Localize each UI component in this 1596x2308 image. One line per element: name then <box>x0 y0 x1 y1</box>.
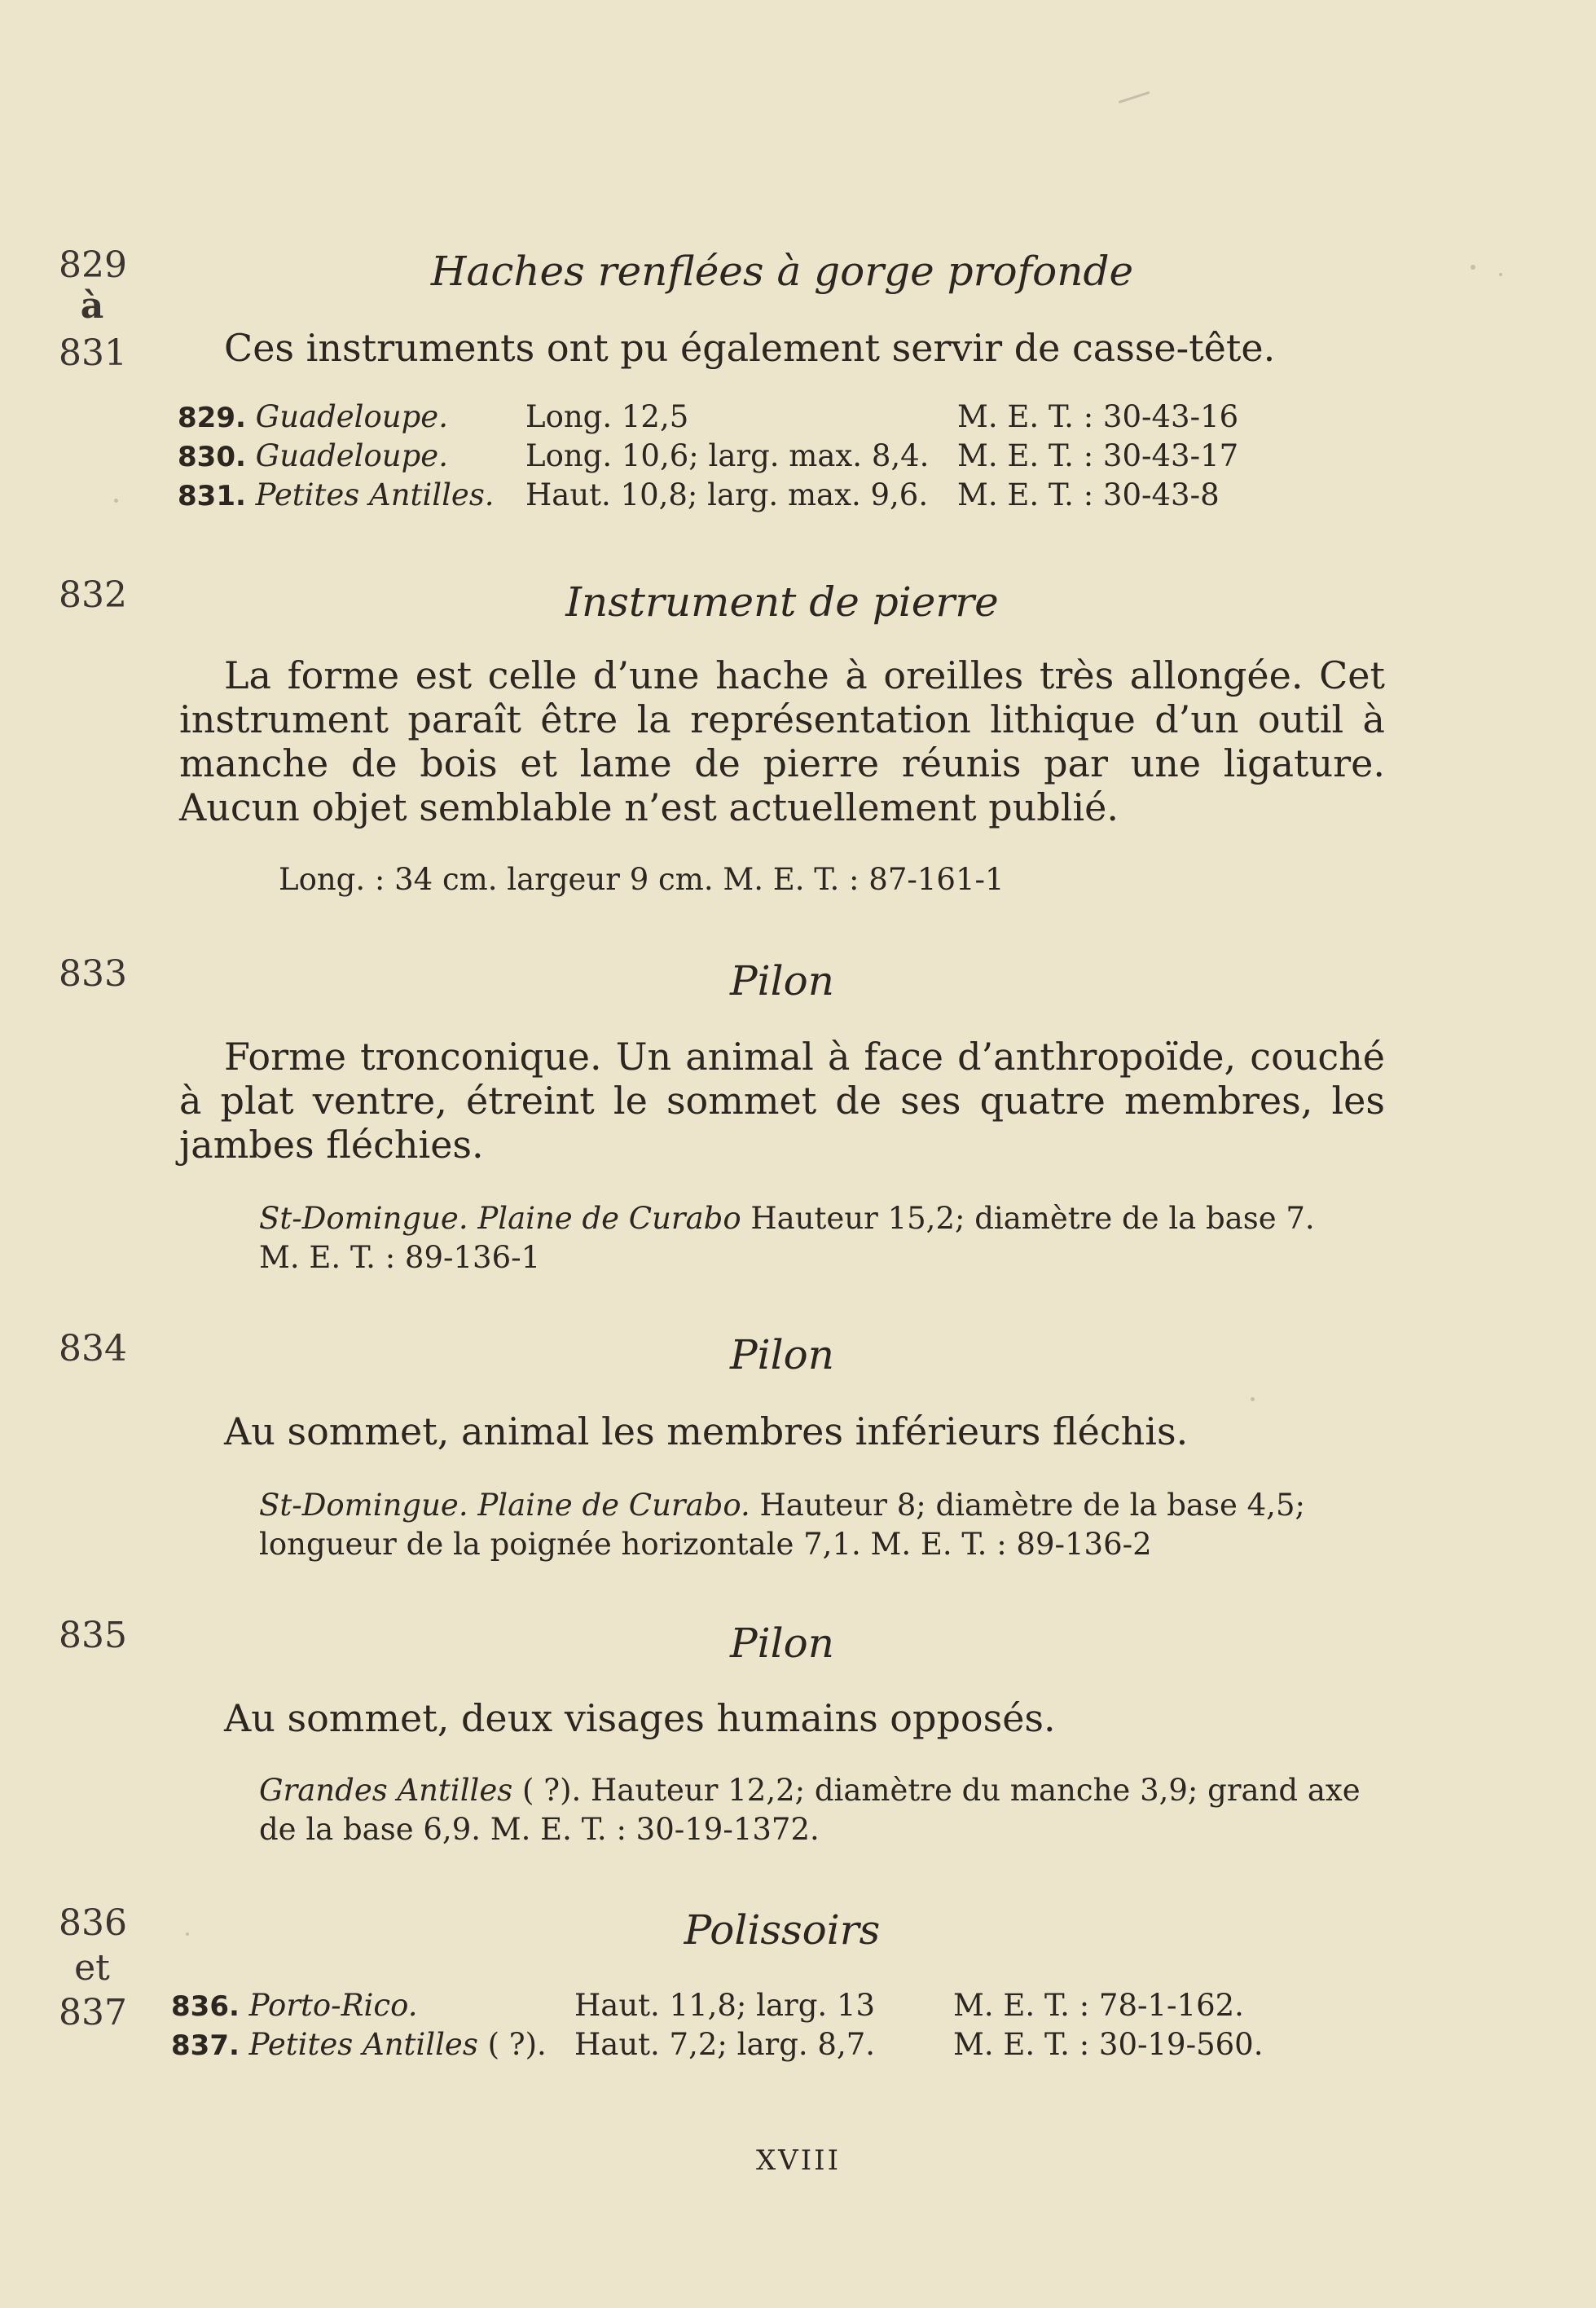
item-number: 837 <box>59 1992 127 2033</box>
section-heading: Pilon <box>730 1620 834 1667</box>
section-text: Forme tronconique. Un animal à face d’anthropoïde, couché à plat ventre, étreint le sommet de ses quatre membres, les jambes fléchies. <box>179 1035 1385 1167</box>
item-number: 829 <box>59 244 127 286</box>
entry-reference: M. E. T. : 30-43-8 <box>957 477 1220 512</box>
item-number: 834 <box>59 1328 127 1369</box>
paper-speck <box>186 1932 189 1936</box>
entry-reference: M. E. T. : 30-43-17 <box>957 438 1239 473</box>
note-place: St-Domingue. Plaine de Curabo <box>259 1201 741 1236</box>
section-note <box>259 1773 1361 1809</box>
entry-number: 837. <box>171 2029 240 2062</box>
section-heading: Polissoirs <box>684 1906 881 1954</box>
section-heading: Pilon <box>730 957 834 1005</box>
section-heading: Haches renflées à gorge profonde <box>430 248 1134 295</box>
section-note: Long. : 34 cm. largeur 9 cm. M. E. T. : 87-161-1 <box>279 862 1005 897</box>
note-continuation: de la base 6,9. M. E. T. : 30-19-1372. <box>259 1812 820 1847</box>
entry-qualifier: ( ?). <box>487 2027 547 2062</box>
note-place: St-Domingue. Plaine de Curabo. <box>259 1488 750 1523</box>
entry-dimensions: Haut. 11,8; larg. 13 <box>574 1988 876 2023</box>
item-number-connector: à <box>80 285 104 327</box>
paper-mark <box>1119 91 1150 103</box>
note-place: Grandes Antilles <box>259 1773 513 1808</box>
entry-number: 830. <box>178 441 246 473</box>
page-number: XVIII <box>755 2144 842 2177</box>
section-text: Au sommet, deux visages humains opposés. <box>224 1696 1056 1740</box>
entry-number: 829. <box>178 402 246 434</box>
catalog-entry <box>178 477 495 514</box>
note-continuation: M. E. T. : 89-136-1 <box>259 1240 541 1275</box>
catalog-entry <box>178 399 448 436</box>
section-heading: Pilon <box>730 1331 834 1378</box>
note-continuation: longueur de la poignée horizontale 7,1. M. E. T. : 89-136-2 <box>259 1527 1152 1562</box>
section-text: La forme est celle d’une hache à oreilles très allongée. Cet instrument paraît être la représentation lithique d’un outil à manche de bois et lame de pierre réunis par une ligature. Aucun objet semblable n’est actuellement publié. <box>179 653 1385 829</box>
section-text: Au sommet, animal les membres inférieurs fléchis. <box>224 1409 1189 1453</box>
section-intro: Ces instruments ont pu également servir de casse-tête. <box>224 326 1276 370</box>
entry-dimensions: Haut. 7,2; larg. 8,7. <box>574 2027 876 2062</box>
paper-speck <box>1251 1397 1255 1401</box>
item-number: 835 <box>59 1615 127 1656</box>
item-number: 832 <box>59 574 127 616</box>
section-note <box>259 1201 1315 1237</box>
entry-place: Guadeloupe. <box>255 438 448 473</box>
note-detail: ( ?). Hauteur 12,2; diamètre du manche 3,9; grand axe <box>522 1773 1361 1808</box>
entry-reference: M. E. T. : 78-1-162. <box>953 1988 1244 2023</box>
paper-speck <box>114 499 118 503</box>
note-detail: Hauteur 8; diamètre de la base 4,5; <box>759 1488 1305 1523</box>
entry-number: 831. <box>178 480 246 512</box>
note-detail: Hauteur 15,2; diamètre de la base 7. <box>750 1201 1315 1236</box>
entry-place: Guadeloupe. <box>255 399 448 434</box>
catalog-entry <box>171 2027 547 2064</box>
entry-dimensions: Haut. 10,8; larg. max. 9,6. <box>525 477 929 512</box>
catalog-entry <box>171 1988 417 2024</box>
catalog-entry <box>178 438 448 475</box>
entry-reference: M. E. T. : 30-43-16 <box>957 399 1239 434</box>
entry-place: Petites Antilles <box>248 2027 478 2062</box>
item-number: 836 <box>59 1902 127 1944</box>
section-heading: Instrument de pierre <box>565 578 999 626</box>
section-note <box>259 1488 1305 1523</box>
paper-speck <box>1499 273 1502 276</box>
entry-dimensions: Long. 12,5 <box>525 399 689 434</box>
entry-number: 836. <box>171 1990 240 2023</box>
entry-dimensions: Long. 10,6; larg. max. 8,4. <box>525 438 930 473</box>
item-number: 833 <box>59 953 127 995</box>
entry-place: Petites Antilles. <box>255 477 495 512</box>
entry-reference: M. E. T. : 30-19-560. <box>953 2027 1264 2062</box>
item-number-connector: et <box>74 1947 110 1989</box>
entry-place: Porto-Rico. <box>248 1988 418 2023</box>
item-number: 831 <box>59 332 127 374</box>
paper-speck <box>1471 265 1475 270</box>
